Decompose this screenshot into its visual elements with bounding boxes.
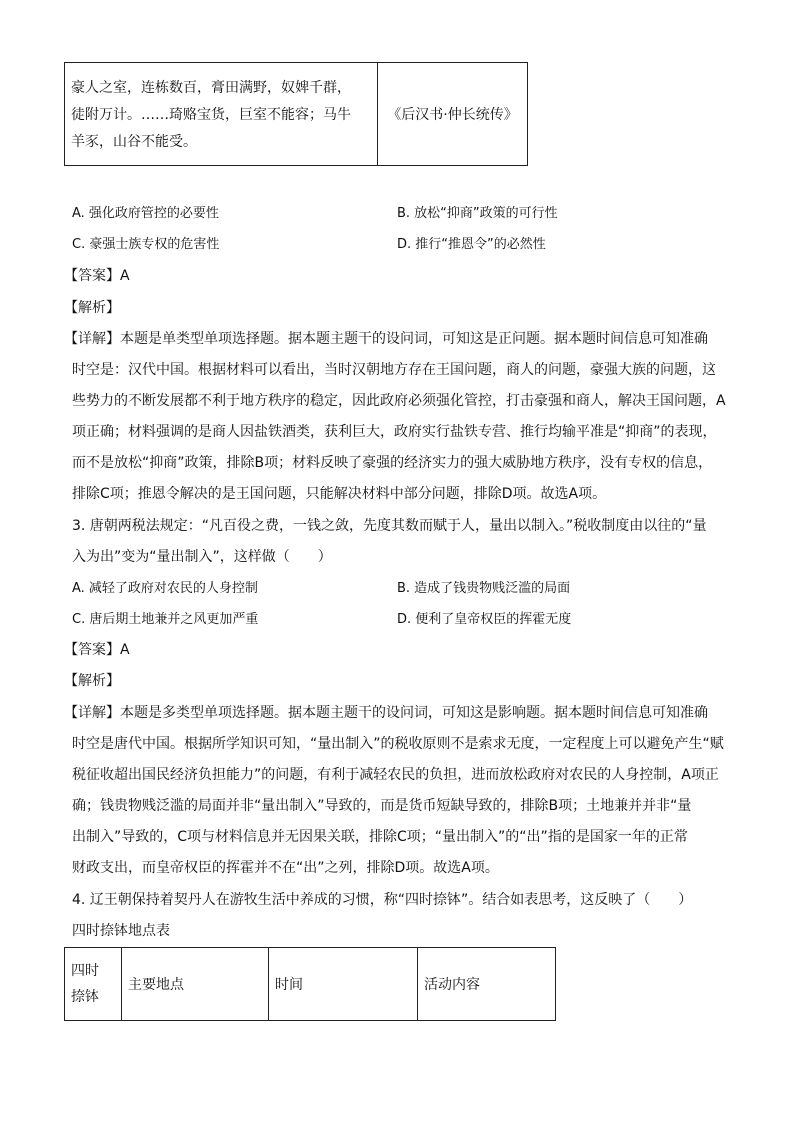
q2-detail-line: 排除C项；推恩令解决的是王国问题，只能解决材料中部分问题，排除D项。故选A项。 bbox=[72, 486, 607, 502]
q3-detail-line: 出制入”导致的，C项与材料信息并无因果关联，排除C项；“量出制入”的“出”指的是国家一年的正常 bbox=[72, 829, 688, 845]
q2-option-c: C. 豪强士族专权的危害性 bbox=[72, 237, 220, 252]
q2-detail-line: 些势力的不断发展都不利于地方秩序的稳定，因此政府必须强化管控，打击豪强和商人，解决王国问题，A bbox=[72, 393, 726, 409]
table-header-cell: 活动内容 bbox=[418, 948, 556, 1021]
source-cell: 《后汉书·仲长统传》 bbox=[378, 63, 528, 166]
q2-option-d: D. 推行“推恩令”的必然性 bbox=[397, 237, 546, 252]
header-line: 捺钵 bbox=[71, 989, 99, 1005]
q2-detail-line: 时空是：汉代中国。根据材料可以看出，当时汉朝地方存在王国问题，商人的问题，豪强大族的问题，这 bbox=[72, 362, 716, 378]
q3-stem-line: 3. 唐朝两税法规定：“凡百役之费，一钱之敛，先度其数而赋于人，量出以制入。”税收制度由以往的“量 bbox=[72, 518, 707, 534]
quote-cell bbox=[65, 63, 378, 166]
q3-answer: 【答案】A bbox=[64, 642, 130, 658]
header-line: 四时 bbox=[71, 963, 99, 979]
q4-stem: 4. 辽王朝保持着契丹人在游牧生活中养成的习惯，称“四时捺钵”。结合如表思考，这反映了（ ） bbox=[72, 892, 693, 908]
q3-detail-line: 【详解】本题是多类型单项选择题。据本题主题干的设问词，可知这是影响题。据本题时间信息可知准确 bbox=[64, 705, 708, 721]
q3-detail-line: 时空是唐代中国。根据所学知识可知，“量出制入”的税收原则不是索求无度，一定程度上可以避免产生“赋 bbox=[72, 736, 724, 752]
quote-line: 豪人之室，连栋数百，膏田满野，奴婢千群， bbox=[71, 79, 351, 96]
q3-stem-line: 入为出”变为“量出制入”，这样做（ ） bbox=[72, 549, 332, 565]
q4-table-caption: 四时捺钵地点表 bbox=[72, 923, 170, 939]
q2-answer: 【答案】A bbox=[64, 268, 130, 284]
q4-table bbox=[64, 947, 556, 1021]
quote-line: 徒附万计。……琦赂宝货，巨室不能容；马牛 bbox=[71, 106, 351, 123]
q3-option-c: C. 唐后期土地兼并之风更加严重 bbox=[72, 612, 259, 627]
q3-option-d: D. 便利了皇帝权臣的挥霍无度 bbox=[397, 612, 572, 627]
table-header-cell: 主要地点 bbox=[122, 948, 269, 1021]
q2-option-a: A. 强化政府管控的必要性 bbox=[72, 206, 219, 221]
table-header-row bbox=[65, 948, 556, 1021]
q2-analysis-label: 【解析】 bbox=[64, 300, 120, 316]
q3-analysis-label: 【解析】 bbox=[64, 673, 120, 689]
q3-option-a: A. 减轻了政府对农民的人身控制 bbox=[72, 581, 258, 596]
quote-line: 羊豕，山谷不能受。 bbox=[71, 133, 197, 150]
table-header-cell bbox=[65, 948, 122, 1021]
q2-detail-line: 项正确；材料强调的是商人因盐铁酒类，获利巨大，政府实行盐铁专营、推行均输平准是“抑商”的表现， bbox=[72, 424, 717, 440]
q3-detail-line: 确；钱贵物贱泛滥的局面并非“量出制入”导致的，而是货币短缺导致的，排除B项；土地兼并并非“量 bbox=[72, 798, 692, 814]
q3-option-b: B. 造成了钱贵物贱泛滥的局面 bbox=[397, 581, 571, 596]
q2-option-b: B. 放松“抑商”政策的可行性 bbox=[397, 206, 558, 221]
quote-table bbox=[64, 62, 528, 166]
table-header-cell: 时间 bbox=[269, 948, 418, 1021]
q2-detail-line: 而不是放松“抑商”政策，排除B项；材料反映了豪强的经济实力的强大威胁地方秩序，没有专权的信息， bbox=[72, 455, 713, 471]
q2-detail-line: 【详解】本题是单类型单项选择题。据本题主题干的设问词，可知这是正问题。据本题时间信息可知准确 bbox=[64, 331, 708, 347]
q3-detail-line: 税征收超出国民经济负担能力”的问题，有利于减轻农民的负担，进而放松政府对农民的人身控制，A项正 bbox=[72, 767, 719, 783]
q3-detail-line: 财政支出，而皇帝权臣的挥霍并不在“出”之列，排除D项。故选A项。 bbox=[72, 860, 499, 876]
